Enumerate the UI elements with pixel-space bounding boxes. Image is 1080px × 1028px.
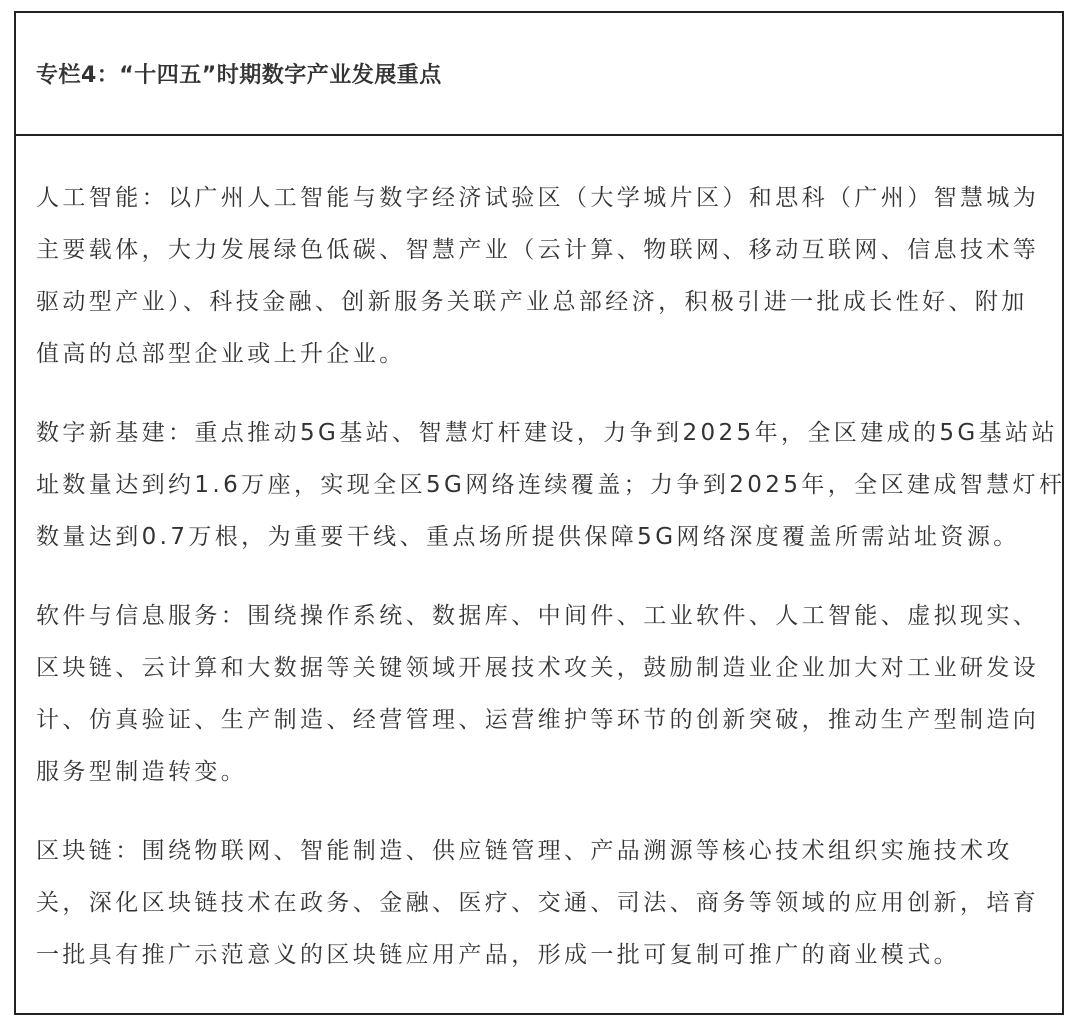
paragraph-digital-infrastructure bbox=[36, 407, 1066, 563]
text-line: 计、仿真验证、生产制造、经营管理、运营维护等环节的创新突破，推动生产型制造向 bbox=[36, 707, 1040, 733]
text-line: 区块链：围绕物联网、智能制造、供应链管理、产品溯源等核心技术组织实施技术攻 bbox=[36, 838, 1013, 864]
text-line: 关，深化区块链技术在政务、金融、医疗、交通、司法、商务等领域的应用创新，培育 bbox=[36, 890, 1040, 916]
paragraph-blockchain bbox=[36, 825, 1062, 981]
text-line: 值高的总部型企业或上升企业。 bbox=[36, 341, 406, 367]
text-line: 数字新基建：重点推动5G基站、智慧灯杆建设，力争到2025年，全区建成的5G基站站 bbox=[36, 420, 1058, 446]
text-line: 一批具有推广示范意义的区块链应用产品，形成一批可复制可推广的商业模式。 bbox=[36, 942, 960, 968]
column-body bbox=[16, 136, 1066, 981]
text-line: 主要载体，大力发展绿色低碳、智慧产业（云计算、物联网、移动互联网、信息技术等 bbox=[36, 237, 1040, 263]
text-line: 驱动型产业）、科技金融、创新服务关联产业总部经济，积极引进一批成长性好、附加 bbox=[36, 289, 1028, 315]
column-header bbox=[16, 13, 1062, 136]
text-line: 数量达到0.7万根，为重要干线、重点场所提供保障5G网络深度覆盖所需站址资源。 bbox=[36, 524, 1020, 550]
column-box bbox=[14, 11, 1064, 1015]
text-line: 区块链、云计算和大数据等关键领域开展技术攻关，鼓励制造业企业加大对工业研发设 bbox=[36, 655, 1040, 681]
paragraph-ai bbox=[36, 172, 1062, 380]
paragraph-software-services bbox=[36, 590, 1062, 798]
text-line: 软件与信息服务：围绕操作系统、数据库、中间件、工业软件、人工智能、虚拟现实、 bbox=[36, 603, 1040, 629]
text-line: 址数量达到约1.6万座，实现全区5G网络连续覆盖；力争到2025年，全区建成智慧灯杆 bbox=[36, 472, 1066, 498]
text-line: 服务型制造转变。 bbox=[36, 759, 248, 785]
column-title: 专栏4：“十四五”时期数字产业发展重点 bbox=[36, 63, 442, 88]
text-line: 人工智能：以广州人工智能与数字经济试验区（大学城片区）和思科（广州）智慧城为 bbox=[36, 185, 1040, 211]
